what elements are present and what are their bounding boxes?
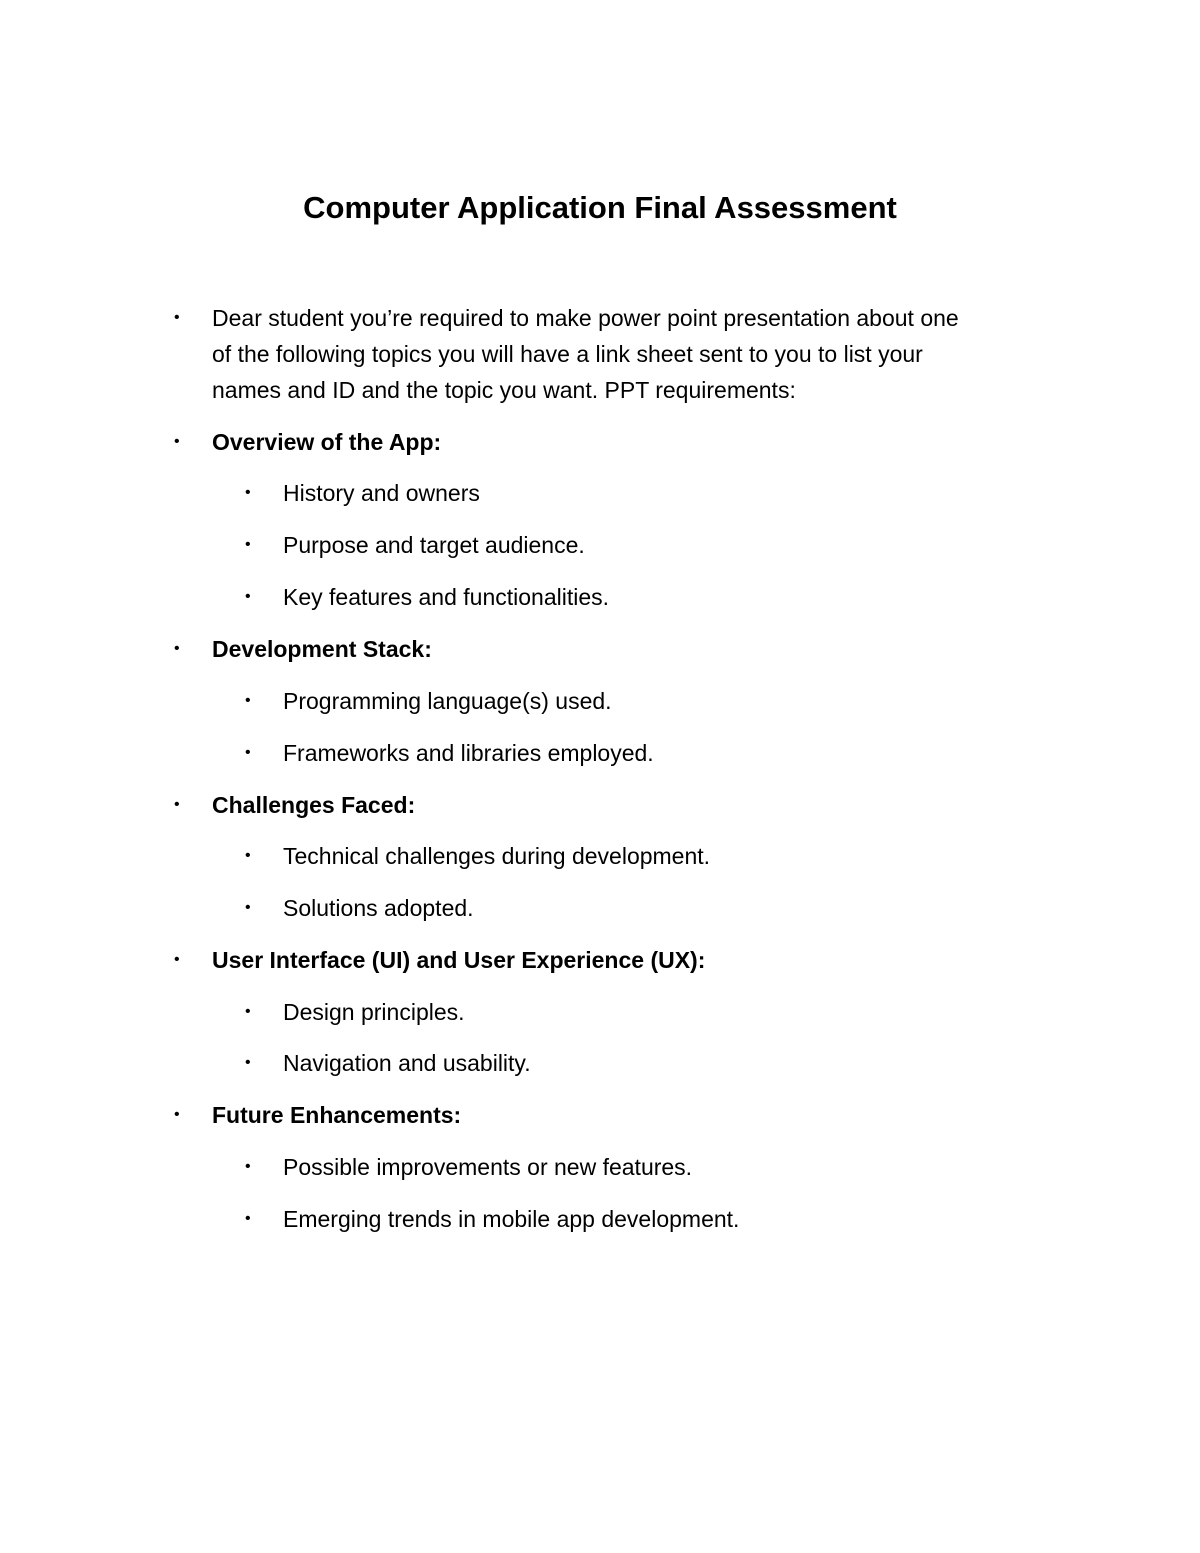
bullet-icon: • bbox=[174, 640, 180, 657]
bullet-icon: • bbox=[245, 1003, 251, 1020]
list-item: Technical challenges during development. bbox=[283, 843, 711, 869]
list-item: Emerging trends in mobile app development. bbox=[283, 1206, 740, 1232]
bullet-icon: • bbox=[245, 692, 251, 709]
bullet-icon: • bbox=[245, 1158, 251, 1175]
intro-line: Dear student you’re required to make power point presentation about one bbox=[212, 305, 959, 331]
intro-paragraph bbox=[212, 300, 1072, 408]
bullet-icon: • bbox=[245, 484, 251, 501]
list-item: Frameworks and libraries employed. bbox=[283, 740, 654, 766]
bullet-icon: • bbox=[245, 536, 251, 553]
list-item: Possible improvements or new features. bbox=[283, 1154, 693, 1180]
bullet-icon: • bbox=[245, 847, 251, 864]
section-heading: Development Stack: bbox=[212, 636, 432, 662]
list-item: Solutions adopted. bbox=[283, 895, 474, 921]
bullet-icon: • bbox=[174, 951, 180, 968]
bullet-icon: • bbox=[245, 1054, 251, 1071]
bullet-icon: • bbox=[174, 796, 180, 813]
page-title: Computer Application Final Assessment bbox=[303, 190, 897, 225]
bullet-icon: • bbox=[245, 588, 251, 605]
section-heading: User Interface (UI) and User Experience (UX): bbox=[212, 947, 706, 973]
list-item: Design principles. bbox=[283, 999, 465, 1025]
intro-line: names and ID and the topic you want. PPT requirements: bbox=[212, 377, 796, 403]
section-heading: Future Enhancements: bbox=[212, 1102, 462, 1128]
list-item: Navigation and usability. bbox=[283, 1050, 531, 1076]
section-heading: Challenges Faced: bbox=[212, 792, 416, 818]
bullet-icon: • bbox=[174, 433, 180, 450]
bullet-icon: • bbox=[245, 899, 251, 916]
section-heading: Overview of the App: bbox=[212, 429, 442, 455]
bullet-icon: • bbox=[174, 309, 180, 326]
list-item: History and owners bbox=[283, 480, 480, 506]
list-item: Programming language(s) used. bbox=[283, 688, 612, 714]
bullet-icon: • bbox=[174, 1106, 180, 1123]
intro-line: of the following topics you will have a link sheet sent to you to list your bbox=[212, 341, 923, 367]
list-item: Key features and functionalities. bbox=[283, 584, 610, 610]
list-item: Purpose and target audience. bbox=[283, 532, 585, 558]
bullet-icon: • bbox=[245, 1210, 251, 1227]
bullet-icon: • bbox=[245, 744, 251, 761]
